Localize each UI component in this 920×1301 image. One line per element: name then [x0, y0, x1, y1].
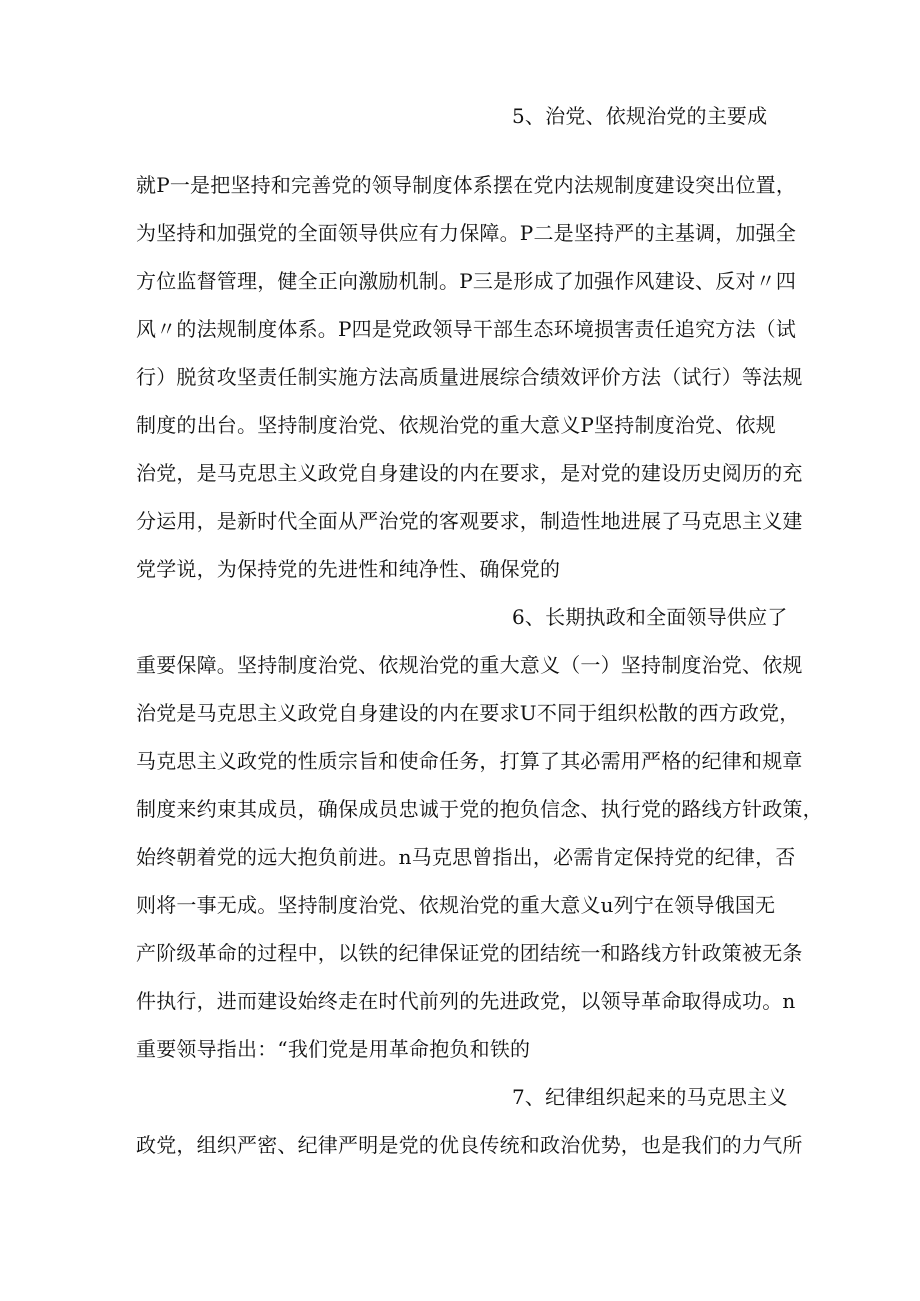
body-line: 行）脱贫攻坚责任制实施方法高质量进展综合绩效评价方法（试行）等法规 — [136, 365, 803, 389]
body-line: 就P一是把坚持和完善党的领导制度体系摆在党内法规制度建设突出位置， — [136, 173, 797, 197]
body-line: 重要领导指出：“我们党是用革命抱负和铁的 — [136, 1037, 531, 1061]
body-line: 治党，是马克思主义政党自身建设的内在要求，是对党的建设历史阅历的充 — [136, 461, 803, 485]
body-line: 制度来约束其成员，确保成员忠诚于党的抱负信念、执行党的路线方针政策， — [136, 797, 823, 821]
body-line: 重要保障。坚持制度治党、依规治党的重大意义（一）坚持制度治党、依规 — [136, 653, 803, 677]
body-line: 政党，组织严密、纪律严明是党的优良传统和政治优势，也是我们的力气所 — [136, 1133, 803, 1157]
body-line: 始终朝着党的远大抱负前进。n马克思曾指出，必需肯定保持党的纪律，否 — [136, 845, 796, 869]
body-line: 风〃的法规制度体系。P四是党政领导干部生态环境损害责任追究方法（试 — [136, 317, 797, 341]
body-line: 则将一事无成。坚持制度治党、依规治党的重大意义u列宁在领导俄国无 — [136, 893, 776, 917]
body-line: 产阶级革命的过程中，以铁的纪律保证党的团结统一和路线方针政策被无条 — [136, 941, 803, 965]
body-line: 分运用，是新时代全面从严治党的客观要求，制造性地进展了马克思主义建 — [136, 509, 803, 533]
section-heading-5: 5、治党、依规治党的主要成 — [512, 104, 768, 128]
body-line: 治党是马克思主义政党自身建设的内在要求U不同于组织松散的西方政党， — [136, 701, 800, 725]
section-heading-6: 6、长期执政和全面领导供应了 — [512, 605, 788, 629]
body-line: 党学说，为保持党的先进性和纯净性、确保党的 — [136, 557, 561, 581]
body-line: 为坚持和加强党的全面领导供应有力保障。P二是坚持严的主基调，加强全 — [136, 221, 797, 245]
body-line: 制度的出台。坚持制度治党、依规治党的重大意义P坚持制度治党、依规 — [136, 413, 776, 437]
section-heading-7: 7、纪律组织起来的马克思主义 — [512, 1085, 788, 1109]
body-line: 件执行，进而建设始终走在时代前列的先进政党，以领导革命取得成功。n — [136, 989, 796, 1013]
body-line: 马克思主义政党的性质宗旨和使命任务，打算了其必需用严格的纪律和规章 — [136, 749, 803, 773]
body-line: 方位监督管理，健全正向激励机制。P三是形成了加强作风建设、反对〃四 — [136, 269, 797, 293]
